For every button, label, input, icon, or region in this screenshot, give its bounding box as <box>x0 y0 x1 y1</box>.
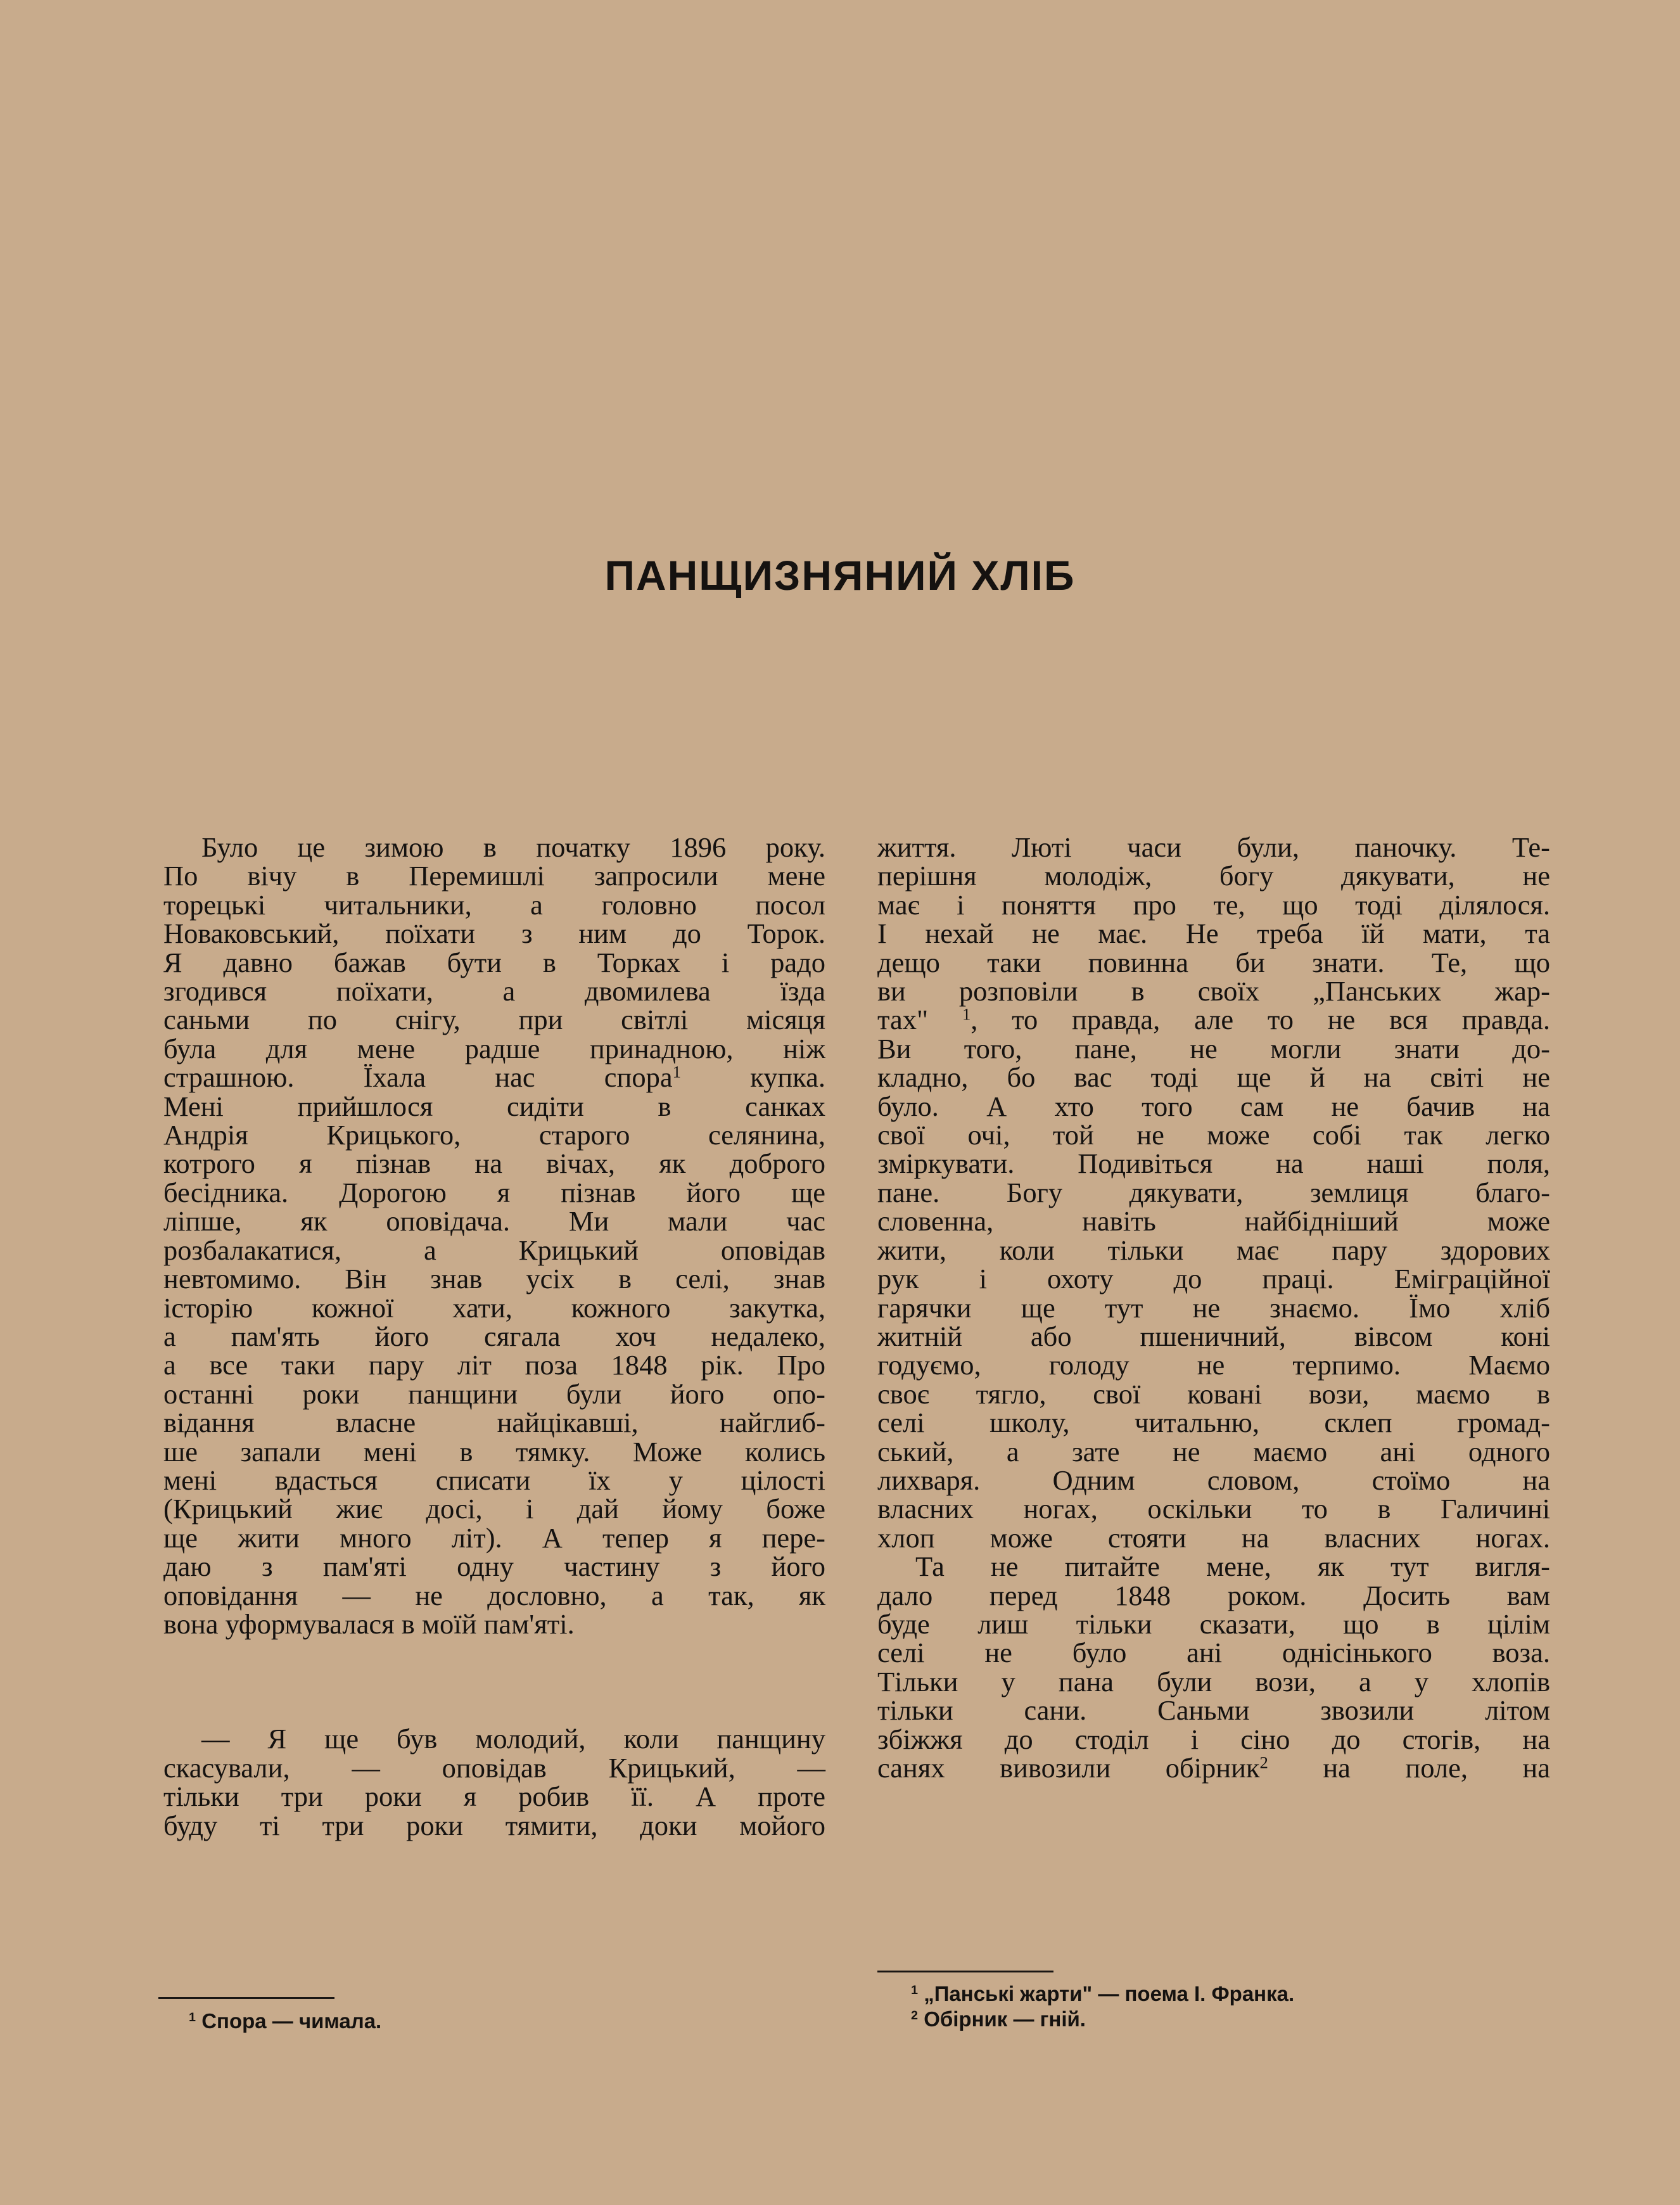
text-line: буде лиш тільки сказати, що в цілім <box>877 1607 1550 1640</box>
footnote-rule-right <box>877 1971 1053 1972</box>
footnotes-left <box>189 2009 381 2034</box>
text-line: оповідання — не дословно, а так, як <box>163 1579 825 1611</box>
footnote <box>189 2009 381 2034</box>
text-line: дещо таки повинна би знати. Те, що <box>877 946 1550 978</box>
text-line: годуємо, голоду не терпимо. Маємо <box>877 1349 1550 1381</box>
text-line: дало перед 1848 роком. Досить вам <box>877 1579 1550 1611</box>
footnote-rule-left <box>158 1997 334 1999</box>
text-line: невтомимо. Він знав усіх в селі, знав <box>163 1263 825 1295</box>
text-line: історію кожної хати, кожного закутка, <box>163 1291 825 1324</box>
footnote-mark: 2 <box>911 2009 919 2023</box>
text-line: По вічу в Перемишлі запросили мене <box>163 860 825 892</box>
text-line: життя. Люті часи були, паночку. Те- <box>877 831 1550 863</box>
text-line: скасували, — оповідав Крицький, — <box>163 1751 825 1784</box>
text-line: І нехай не має. Не треба їй мати, та <box>877 917 1550 950</box>
text-line: Новаковський, поїхати з ним до Торок. <box>163 917 825 950</box>
text-line: (Крицький жиє досі, і дай йому боже <box>163 1493 825 1525</box>
text-line: Мені прийшлося сидіти в санках <box>163 1090 825 1122</box>
text-line: селі школу, читальню, склеп громад- <box>877 1407 1550 1439</box>
text-line: словенна, навіть найбідніший може <box>877 1205 1550 1237</box>
footnote-mark: 2 <box>1259 1753 1268 1772</box>
text-line: було. А хто того сам не бачив на <box>877 1090 1550 1122</box>
text-line: селі не було ані однісінького воза. <box>877 1637 1550 1669</box>
text-line: ський, а зате не маємо ані одного <box>877 1435 1550 1467</box>
text-line: пане. Богу дякувати, землиця благо- <box>877 1176 1550 1208</box>
text-line: власних ногах, оскільки то в Галичині <box>877 1493 1550 1525</box>
text-line: тільки сани. Саньми звозили літом <box>877 1694 1550 1727</box>
text-segment: купка. <box>750 1061 825 1094</box>
text-line: останні роки панщини були його опо- <box>163 1377 825 1410</box>
left-column <box>163 833 825 1840</box>
text-line: саньми по снігу, при світлі місяця <box>163 1004 825 1036</box>
text-line: гарячки ще тут не знаємо. Їмо хліб <box>877 1291 1550 1324</box>
page-title: ПАНЩИЗНЯНИЙ ХЛІБ <box>604 552 1076 599</box>
text-line: Я давно бажав бути в Торках і радо <box>163 946 825 978</box>
text-segment: , то правда, але то не вся правда. <box>970 1004 1550 1036</box>
footnote-text: Спора — чимала. <box>201 2009 382 2033</box>
footnote <box>911 2007 1294 2032</box>
text-line: розбалакатися, а Крицький оповідав <box>163 1234 825 1266</box>
text-line: була для мене радше принадною, ніж <box>163 1032 825 1064</box>
text-segment: на поле, на <box>1268 1752 1550 1784</box>
text-line: а все таки пару літ поза 1848 рік. Про <box>163 1349 825 1381</box>
text-line: житній або пшеничний, вівсом коні <box>877 1320 1550 1352</box>
footnote-text: „Панські жарти" — поема І. Франка. <box>924 1982 1295 2005</box>
text-segment: тах" <box>877 1004 929 1036</box>
text-line <box>877 1006 1550 1034</box>
text-line: збіжжя до стоділ і сіно до стогів, на <box>877 1723 1550 1755</box>
text-line: зміркувати. Подивіться на наші поля, <box>877 1147 1550 1180</box>
text-line: жити, коли тільки має пару здорових <box>877 1234 1550 1266</box>
footnote-mark: 1 <box>672 1062 681 1082</box>
text-line: Тільки у пана були вози, а у хлопів <box>877 1665 1550 1697</box>
text-line: — Я ще був молодий, коли панщину <box>201 1723 825 1755</box>
text-line: згодився поїхати, а двомилева їзда <box>163 975 825 1007</box>
text-line: котрого я пізнав на вічах, як доброго <box>163 1147 825 1180</box>
text-line: Ви того, пане, не могли знати до- <box>877 1032 1550 1064</box>
text-line: Було це зимою в початку 1896 року. <box>201 831 825 863</box>
text-line: буду ті три роки тямити, доки мойого <box>163 1809 825 1841</box>
footnote <box>911 1981 1294 2007</box>
text-line: даю з пам'яті одну частину з його <box>163 1550 825 1583</box>
footnote-text: Обірник — гній. <box>924 2007 1086 2031</box>
text-line: бесідника. Дорогою я пізнав його ще <box>163 1176 825 1208</box>
footnote-mark: 1 <box>189 2010 196 2025</box>
text-line: своє тягло, свої ковані вози, маємо в <box>877 1377 1550 1410</box>
right-column <box>877 833 1550 1782</box>
footnote-mark: 1 <box>911 1983 919 1998</box>
text-line: ви розповіли в своїх „Панських жар- <box>877 975 1550 1007</box>
text-line: торецькі читальники, а головно посол <box>163 888 825 921</box>
text-line: Андрія Крицького, старого селянина, <box>163 1119 825 1151</box>
text-line: хлоп може стояти на власних ногах. <box>877 1521 1550 1554</box>
text-line: ще жити много літ). А тепер я пере- <box>163 1521 825 1554</box>
text-line: Та не питайте мене, як тут вигля- <box>915 1550 1550 1583</box>
text-line: вона уформувалася в моїй пам'яті. <box>163 1607 575 1640</box>
text-line: має і поняття про те, що тоді ділялося. <box>877 888 1550 921</box>
text-line: відання власне найцікавші, найглиб- <box>163 1407 825 1439</box>
footnote-mark: 1 <box>962 1004 971 1024</box>
text-line: свої очі, той не може собі так легко <box>877 1119 1550 1151</box>
text-line <box>877 1754 1550 1782</box>
text-line: кладно, бо вас тоді ще й на світі не <box>877 1061 1550 1094</box>
text-line: лихваря. Одним словом, стоїмо на <box>877 1464 1550 1496</box>
text-line: тільки три роки я робив її. А проте <box>163 1780 825 1813</box>
text-line: рук і охоту до праці. Еміграційної <box>877 1263 1550 1295</box>
footnotes-right <box>911 1981 1294 2032</box>
text-line: мені вдасться списати їх у цілості <box>163 1464 825 1496</box>
text-line: перішня молодіж, богу дякувати, не <box>877 860 1550 892</box>
text-segment: страшною. Їхала нас спора <box>163 1061 673 1094</box>
text-line: ліпше, як оповідача. Ми мали час <box>163 1205 825 1237</box>
text-line <box>163 1063 825 1092</box>
text-line: ше запали мені в тямку. Може колись <box>163 1435 825 1467</box>
text-segment: санях вивозили обірник <box>877 1752 1260 1784</box>
text-line: а пам'ять його сягала хоч недалеко, <box>163 1320 825 1352</box>
section-break <box>163 1639 825 1725</box>
